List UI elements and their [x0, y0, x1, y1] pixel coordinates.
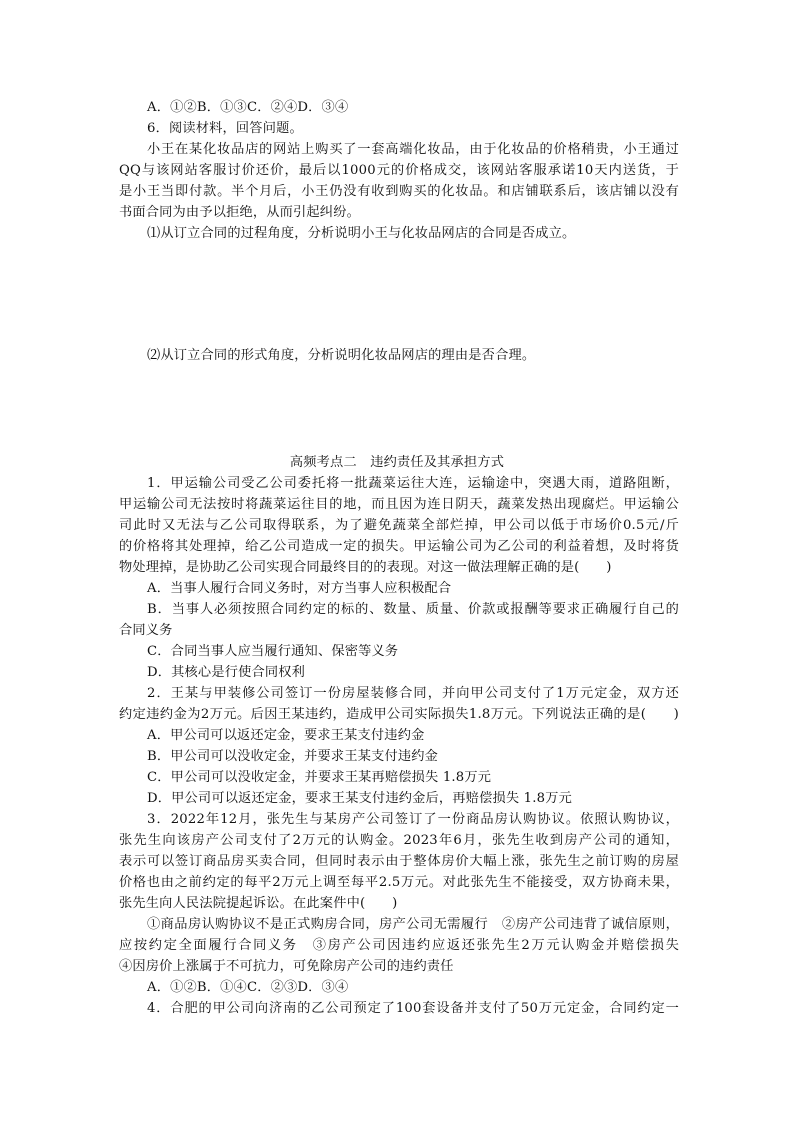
q1-stem-line: 1．甲运输公司受乙公司委托将一批蔬菜运往大连，运输途中，突遇大雨，道路阻断， [147, 476, 679, 491]
q1-stem-line: 的价格将其处理掉，给乙公司造成一定的损失。甲运输公司为乙公司的利益着想，及时将货 [119, 539, 679, 554]
sub-question-1: ⑴从订立合同的过程角度，分析说明小王与化妆品网店的合同是否成立。 [147, 226, 576, 241]
section-title: 高频考点二 违约责任及其承担方式 [289, 455, 505, 470]
q3-options: A．①②B．①④C．②③D．③④ [147, 980, 349, 995]
material-line: 是小王当即付款。半个月后，小王仍没有收到购买的化妆品。和店铺联系后，该店铺以没有 [119, 184, 679, 199]
q1-stem-line: 司此时又无法与乙公司取得联系，为了避免蔬菜全部烂掉，甲公司以低于市场价0.5元/斤 [119, 518, 679, 533]
q3-stem-line: 张先生向该房产公司支付了2万元的认购金。2023年6月，张先生收到房产公司的通知， [119, 833, 679, 848]
q3-statement: 应按约定全面履行合同义务 ③房产公司因违约应返还张先生2万元认购金并赔偿损失 [119, 938, 679, 953]
q1-option: B．当事人必须按照合同约定的标的、数量、质量、价款或报酬等要求正确履行自己的 [147, 602, 679, 617]
q1-option: A．当事人履行合同义务时，对方当事人应积极配合 [147, 581, 452, 596]
material-line: QQ与该网站客服讨价还价，最后以1000元的价格成交，该网站客服承诺10天内送货，于 [119, 163, 679, 178]
q1-option: C．合同当事人应当履行通知、保密等义务 [147, 644, 399, 659]
q1-option: D．其核心是行使合同权利 [147, 665, 306, 680]
q2-option: D．甲公司可以返还定金，要求王某支付违约金后，再赔偿损失 1.8万元 [147, 791, 572, 806]
material-line: 书面合同为由予以拒绝，从而引起纠纷。 [119, 205, 360, 220]
q2-option: A．甲公司可以返还定金，要求王某支付违约金 [147, 728, 425, 743]
q6-header: 6．阅读材料，回答问题。 [147, 121, 303, 136]
q3-stem-line: 张先生向人民法院提起诉讼。在此案件中( ) [119, 896, 398, 911]
q4-stem-line: 4．合肥的甲公司向济南的乙公司预定了100套设备并支付了50万元定金，合同约定一 [147, 1001, 679, 1016]
q5-options: A．①②B．①③C．②④D．③④ [147, 100, 349, 115]
q2-option: B．甲公司可以没收定金，并要求王某支付违约金 [147, 749, 439, 764]
sub-question-2: ⑵从订立合同的形式角度，分析说明化妆品网店的理由是否合理。 [147, 348, 536, 363]
q3-statement: ①商品房认购协议不是正式购房合同，房产公司无需履行 ②房产公司违背了诚信原则， [147, 917, 679, 932]
q1-option-cont: 合同义务 [119, 623, 173, 638]
q2-stem-line: 约定违约金为2万元。后因王某违约，造成甲公司实际损失1.8万元。下列说法正确的是( ) [119, 707, 679, 722]
q2-stem-line: 2．王某与甲装修公司签订一份房屋装修合同，并向甲公司支付了1万元定金，双方还 [147, 686, 679, 701]
material-line: 小王在某化妆品店的网站上购买了一套高端化妆品，由于化妆品的价格稍贵，小王通过 [147, 142, 679, 157]
q3-stem-line: 3．2022年12月，张先生与某房产公司签订了一份商品房认购协议。依照认购协议， [147, 812, 679, 827]
q1-stem-line: 甲运输公司无法按时将蔬菜运往目的地，而且因为连日阴天，蔬菜发热出现腐烂。甲运输公 [119, 497, 679, 512]
q2-option: C．甲公司可以没收定金，并要求王某再赔偿损失 1.8万元 [147, 770, 492, 785]
q3-stem-line: 价格也由之前约定的每平2万元上调至每平2.5万元。对此张先生不能接受，双方协商未果， [119, 875, 679, 890]
q3-statement: ④因房价上涨属于不可抗力，可免除房产公司的违约责任 [119, 959, 454, 974]
q1-stem-line: 物处理掉，是协助乙公司实现合同最终目的的表现。对这一做法理解正确的是( ) [119, 560, 612, 575]
q3-stem-line: 表示可以签订商品房买卖合同，但同时表示由于整体房价大幅上涨，张先生之前订购的房屋 [119, 854, 679, 869]
